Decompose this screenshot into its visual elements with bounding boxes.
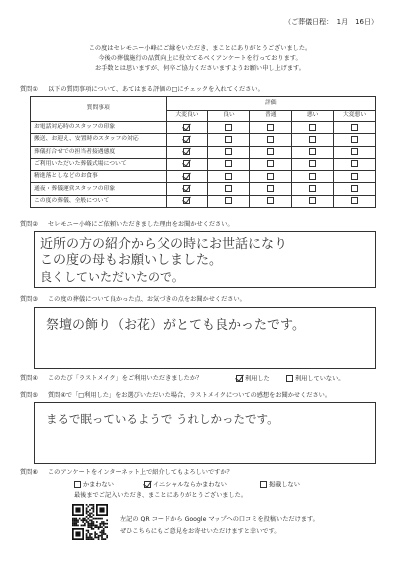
rating-checkbox[interactable] (351, 173, 358, 180)
rating-checkbox[interactable] (267, 197, 274, 204)
qr-code-icon[interactable] (72, 504, 108, 540)
rating-checkbox[interactable] (183, 197, 190, 204)
rating-checkbox[interactable] (351, 124, 358, 131)
q3-label: 質問③ (20, 296, 38, 303)
q6-option-2-checkbox[interactable] (260, 481, 267, 488)
q5-answer: まるで眠っているようで うれしかったです。 (46, 412, 279, 426)
rating-row-item: 精進落としなどのお食事 (31, 171, 167, 183)
rating-checkbox[interactable] (309, 124, 316, 131)
col-header-rating: 評価 (166, 97, 375, 111)
intro-line-3: お手数とは思いますが、何卒ご協力くださいますようお願い申し上げます。 (95, 65, 305, 72)
rating-row-item: ご利用いただいた葬儀式場について (31, 158, 167, 170)
q4-yes-checkbox[interactable] (236, 375, 243, 382)
rating-checkbox[interactable] (309, 148, 316, 155)
q2-answer-line-1: 近所の方の紹介から父の時にお世話になり (40, 237, 288, 252)
footer-line-1: 左記の QR コードから Google マップへの口コミを投稿いただけます。 (120, 516, 319, 523)
rating-col-4: 大変悪い (334, 111, 376, 122)
footer-line-2: ぜひこちらにもご意見をお寄せいただけますと幸いです。 (120, 528, 281, 535)
rating-checkbox[interactable] (183, 173, 190, 180)
rating-checkbox[interactable] (309, 136, 316, 143)
rating-row (31, 134, 376, 146)
rating-checkbox[interactable] (267, 124, 274, 131)
rating-row-item: 葬儀打合せでの担当者接遇態度 (31, 146, 167, 158)
q1-text: 以下の質問事項について、あてはまる評価の□にチェックを入れてください。 (48, 86, 264, 93)
rating-checkbox[interactable] (267, 185, 274, 192)
col-header-item: 質問事項 (31, 97, 167, 122)
rating-col-2: 普通 (250, 111, 292, 122)
rating-checkbox[interactable] (183, 160, 190, 167)
q2-answer-line-2: この度の母もお願いしました。 (40, 253, 223, 268)
rating-checkbox[interactable] (267, 160, 274, 167)
rating-col-3: 悪い (292, 111, 334, 122)
rating-checkbox[interactable] (351, 160, 358, 167)
q5-text: 質問④で「□利用した」をお選びいただいた場合、ラストメイクについての感想をお聞かせください。 (48, 392, 332, 399)
rating-checkbox[interactable] (351, 148, 358, 155)
rating-row-item: お電話対応時のスタッフの印象 (31, 122, 167, 134)
rating-checkbox[interactable] (183, 185, 190, 192)
rating-checkbox[interactable] (225, 136, 232, 143)
q6-closing: 最後までご記入いただき、まことにありがとうございました。 (74, 492, 248, 499)
rating-row (31, 195, 376, 207)
rating-checkbox[interactable] (225, 124, 232, 131)
rating-col-1: 良い (208, 111, 250, 122)
rating-checkbox[interactable] (351, 136, 358, 143)
rating-checkbox[interactable] (309, 173, 316, 180)
rating-row-item: 通夜・葬儀運営スタッフの印象 (31, 183, 167, 195)
rating-checkbox[interactable] (267, 173, 274, 180)
q6-text: このアンケートをインターネット上で紹介してもよろしいですか？ (48, 469, 233, 476)
rating-checkbox[interactable] (309, 160, 316, 167)
rating-table (30, 96, 376, 208)
q4-option-no[interactable]: 利用していない。 (286, 375, 345, 383)
q6-option-0[interactable]: かまわない (74, 481, 114, 489)
q6-label: 質問⑥ (20, 469, 38, 476)
q6-option-1[interactable]: イニシャルならかまわない (144, 481, 227, 489)
rating-checkbox[interactable] (267, 148, 274, 155)
q6-option-1-checkbox[interactable] (144, 481, 151, 488)
q3-answer-box (34, 307, 376, 369)
rating-row-item: 搬送、お迎え、安置時のスタッフの対応 (31, 134, 167, 146)
rating-col-0: 大変良い (166, 111, 208, 122)
rating-checkbox[interactable] (225, 185, 232, 192)
q3-text: この度の葬儀について良かった点、お気づきの点をお聞かせください。 (48, 296, 246, 303)
rating-checkbox[interactable] (351, 197, 358, 204)
rating-row (31, 146, 376, 158)
rating-checkbox[interactable] (183, 124, 190, 131)
rating-checkbox[interactable] (351, 185, 358, 192)
q6-option-2[interactable]: 掲載しない (260, 481, 300, 489)
ceremony-date: （ ご葬儀日程： 1月 16日 ） (284, 18, 378, 27)
intro-line-2: 今後の葬儀施行の品質向上に役立てるべくアンケートを行っております。 (98, 55, 302, 62)
rating-checkbox[interactable] (183, 148, 190, 155)
q1-label: 質問① (20, 86, 38, 93)
rating-checkbox[interactable] (309, 185, 316, 192)
rating-row (31, 122, 376, 134)
q4-text: このたび「ラストメイク」をご利用いただきましたか？ (48, 375, 203, 382)
rating-checkbox[interactable] (309, 197, 316, 204)
q4-option-yes[interactable]: 利用した (236, 375, 270, 383)
rating-row (31, 183, 376, 195)
q6-option-0-checkbox[interactable] (74, 481, 81, 488)
rating-checkbox[interactable] (267, 136, 274, 143)
q2-answer-line-3: 良くしていただいたので。 (40, 270, 184, 284)
q3-answer: 祭壇の飾り（お花）がとても良かったです。 (46, 318, 305, 333)
q5-label: 質問⑤ (20, 392, 38, 399)
rating-checkbox[interactable] (225, 160, 232, 167)
rating-row (31, 171, 376, 183)
intro-line-1: この度はセレモニー小峰にご縁をいただき、まことにありがとうございました。 (88, 45, 312, 52)
rating-row (31, 158, 376, 170)
rating-checkbox[interactable] (225, 197, 232, 204)
rating-checkbox[interactable] (225, 148, 232, 155)
q4-label: 質問④ (20, 375, 38, 382)
q2-text: セレモニー小峰にご依頼いただきました理由をお聞かせください。 (48, 221, 234, 228)
q2-label: 質問② (20, 221, 38, 228)
q4-no-checkbox[interactable] (286, 375, 293, 382)
rating-row-item: この度の葬儀、全般について (31, 195, 167, 207)
rating-checkbox[interactable] (225, 173, 232, 180)
rating-checkbox[interactable] (183, 136, 190, 143)
